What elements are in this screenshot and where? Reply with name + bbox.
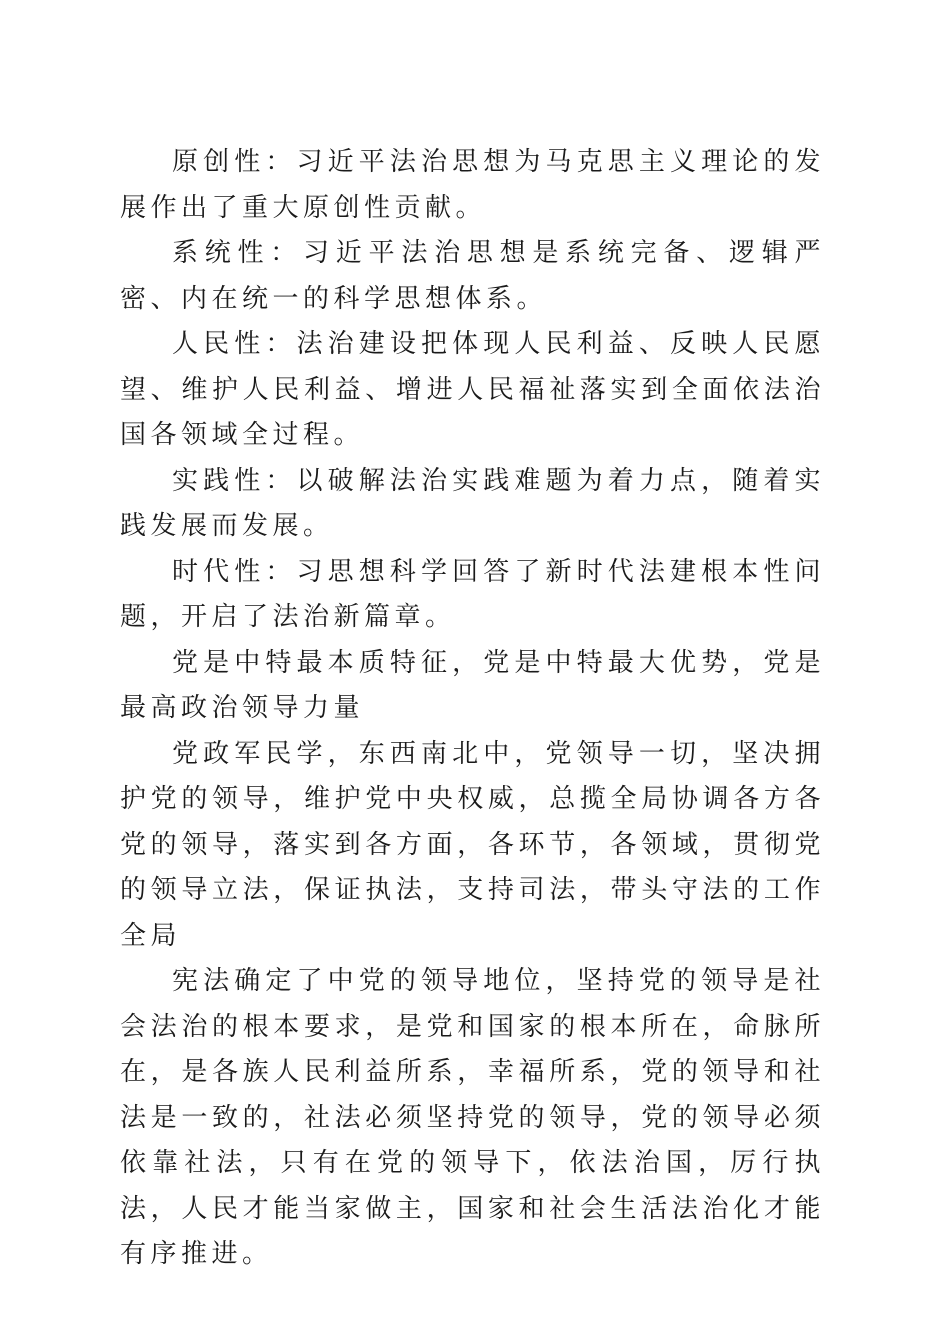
paragraph-party-leadership: 党政军民学，东西南北中，党领导一切，坚决拥护党的领导，维护党中央权威，总揽全局协调各方各党的领导，落实到各方面，各环节，各领域，贯彻党的领导立法，保证执法，支持司法，带头守法的工作全局 [120, 738, 825, 951]
paragraph-era: 时代性：习思想科学回答了新时代法建根本性问题，开启了法治新篇章。 [120, 556, 825, 632]
paragraph-people: 人民性：法治建设把体现人民利益、反映人民愿望、维护人民利益、增进人民福祉落实到全面依法治国各领域全过程。 [120, 329, 825, 450]
document-page [120, 140, 825, 1278]
paragraph-constitution: 宪法确定了中党的领导地位，坚持党的领导是社会法治的根本要求，是党和国家的根本所在，命脉所在，是各族人民利益所系，幸福所系，党的领导和社法是一致的，社法必须坚持党的领导，党的领导必须依靠社法，只有在党的领导下，依法治国，厉行执法，人民才能当家做主，国家和社会生活法治化才能有序推进。 [120, 966, 825, 1269]
paragraph-party-essence: 党是中特最本质特征，党是中特最大优势，党是最高政治领导力量 [120, 647, 825, 723]
paragraph-originality: 原创性：习近平法治思想为马克思主义理论的发展作出了重大原创性贡献。 [120, 147, 825, 223]
paragraph-practice: 实践性：以破解法治实践难题为着力点，随着实践发展而发展。 [120, 465, 825, 541]
paragraph-systematic: 系统性：习近平法治思想是系统完备、逻辑严密、内在统一的科学思想体系。 [120, 238, 825, 314]
